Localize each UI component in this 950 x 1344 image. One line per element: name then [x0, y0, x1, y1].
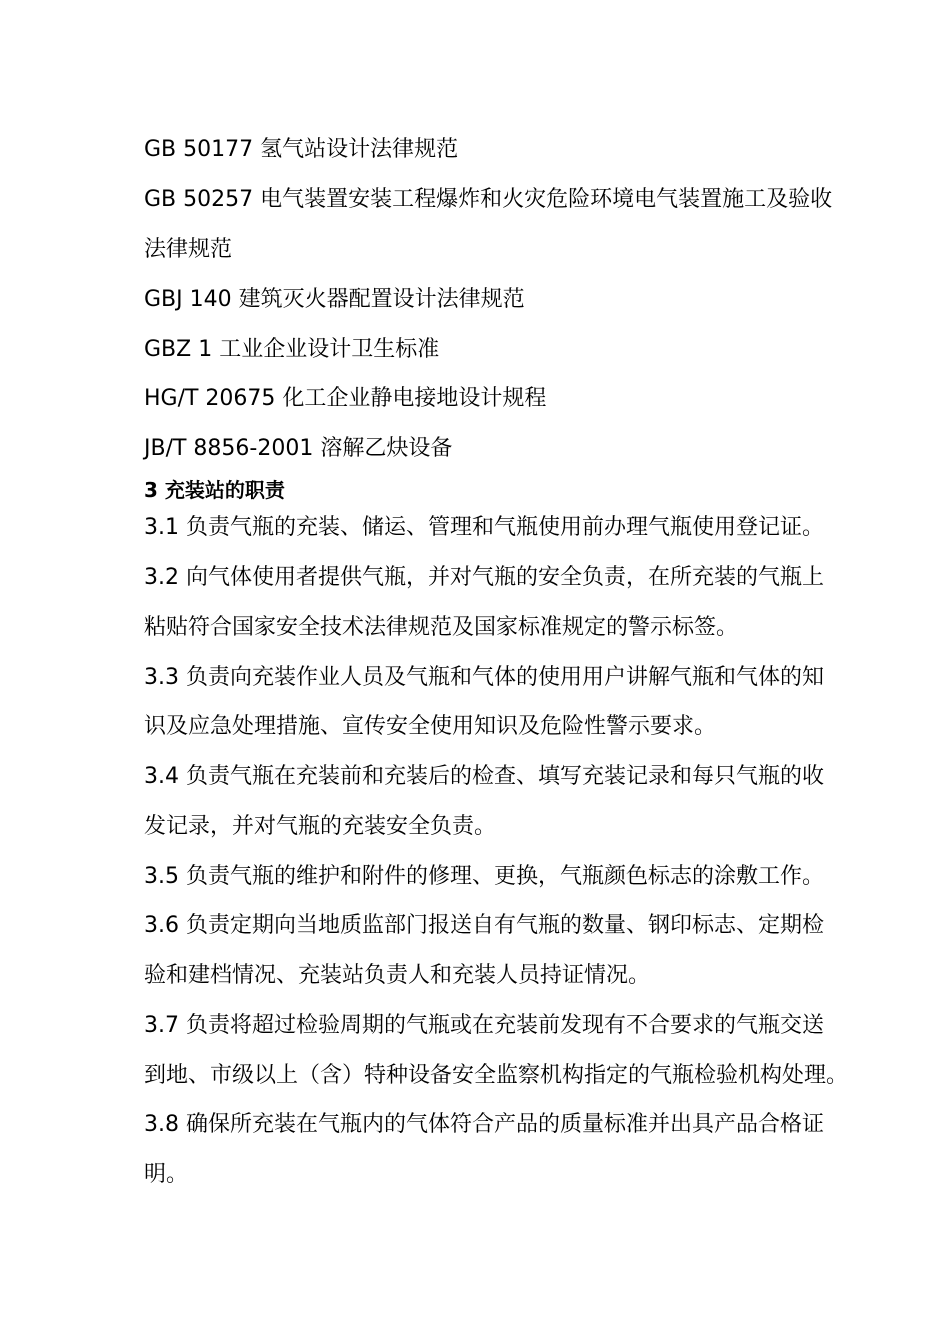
- body-line: 3.2 向气体使用者提供气瓶，并对气瓶的安全负责，在所充装的气瓶上: [144, 565, 824, 590]
- reference-line: GB 50177 氢气站设计法律规范: [144, 137, 459, 162]
- reference-line: HG/T 20675 化工企业静电接地设计规程: [144, 386, 547, 411]
- body-line: 3.4 负责气瓶在充装前和充装后的检查、填写充装记录和每只气瓶的收: [144, 764, 824, 789]
- body-line: 3.3 负责向充装作业人员及气瓶和气体的使用用户讲解气瓶和气体的知: [144, 665, 824, 690]
- reference-line: GBJ 140 建筑灭火器配置设计法律规范: [144, 287, 525, 312]
- body-line: 明。: [144, 1162, 189, 1187]
- body-line: 3.7 负责将超过检验周期的气瓶或在充装前发现有不合要求的气瓶交送: [144, 1013, 824, 1038]
- body-line: 验和建档情况、充装站负责人和充装人员持证情况。: [144, 963, 651, 988]
- body-line: 识及应急处理措施、宣传安全使用知识及危险性警示要求。: [144, 714, 717, 739]
- body-line: 3.6 负责定期向当地质监部门报送自有气瓶的数量、钢印标志、定期检: [144, 913, 824, 938]
- body-line: 3.1 负责气瓶的充装、储运、管理和气瓶使用前办理气瓶使用登记证。: [144, 515, 824, 540]
- reference-line: GB 50257 电气装置安装工程爆炸和火灾危险环境电气装置施工及验收: [144, 187, 833, 212]
- reference-line: 法律规范: [144, 237, 233, 262]
- section-heading: 3 充装站的职责: [144, 478, 285, 502]
- reference-line: JB/T 8856-2001 溶解乙炔设备: [144, 436, 453, 461]
- body-line: 3.5 负责气瓶的维护和附件的修理、更换，气瓶颜色标志的涂敷工作。: [144, 864, 824, 889]
- body-line: 到地、市级以上（含）特种设备安全监察机构指定的气瓶检验机构处理。: [144, 1063, 849, 1088]
- body-line: 粘贴符合国家安全技术法律规范及国家标准规定的警示标签。: [144, 615, 739, 640]
- body-line: 3.8 确保所充装在气瓶内的气体符合产品的质量标准并出具产品合格证: [144, 1112, 824, 1137]
- body-line: 发记录，并对气瓶的充装安全负责。: [144, 814, 497, 839]
- reference-line: GBZ 1 工业企业设计卫生标准: [144, 337, 440, 362]
